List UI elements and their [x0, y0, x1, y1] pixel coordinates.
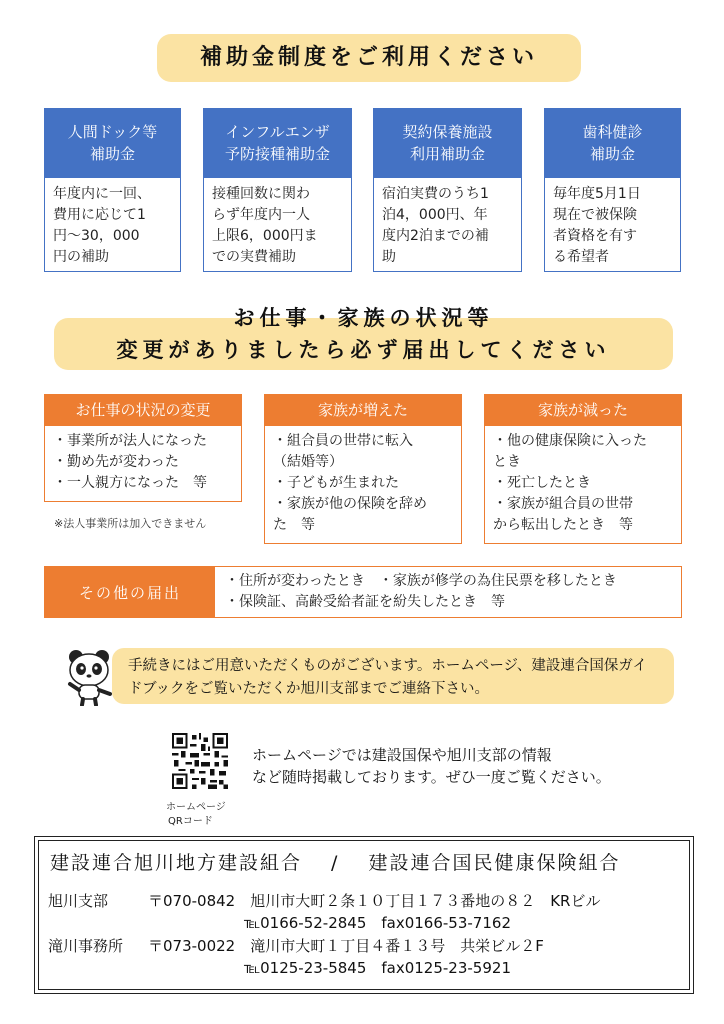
card-description: 毎年度5月1日 現在で被保険 者資格を有す る希望者 [544, 178, 681, 272]
card-title-line2: 利用補助金 [409, 145, 485, 163]
card-description: 年度内に一回、 費用に応じて1 円～30，000 円の補助 [44, 178, 181, 272]
card-title-line1: インフルエンザ [225, 123, 330, 141]
card-header [544, 108, 681, 178]
change-box-family-increase [264, 394, 462, 544]
subsidy-title: 補助金制度をご利用ください [199, 45, 538, 70]
box-description: ・他の健康保険に入った とき ・死亡したとき ・家族が組合員の世帯 から転出したとき 等 [484, 426, 682, 544]
change-title-line1: お仕事・家族の状況等 [233, 306, 494, 330]
asahikawa-branch-address: 〒070-0842 旭川市大町２条１０丁目１７３番地の８２ KRビル [148, 892, 601, 910]
other-description: ・住所が変わったとき ・家族が修学の為住民票を移したとき ・保険証、高齢受給者証を紛失したとき 等 [225, 573, 617, 610]
box-header: 家族が減った [484, 394, 682, 426]
procedure-notice [112, 648, 674, 704]
card-description: 接種回数に関わ らず年度内一人 上限6，000円ま での実費補助 [203, 178, 352, 272]
other-notifications [44, 566, 682, 618]
change-box-work [44, 394, 242, 502]
procedure-notice-text: 手続きにはご用意いただくものがございます。ホームページ、建設連合国保ガイドブックをご覧いただくか旭川支部までご連絡下さい。 [128, 658, 647, 697]
box-description: ・事業所が法人になった ・勤め先が変わった ・一人親方になった 等 [44, 426, 242, 502]
qr-label-line2: QRコード [168, 816, 213, 827]
change-box-family-decrease [484, 394, 682, 544]
takikawa-office-name: 滝川事務所 [48, 937, 124, 955]
box-header: お仕事の状況の変更 [44, 394, 242, 426]
card-title-line1: 歯科健診 [582, 123, 643, 141]
card-title-line2: 予防接種補助金 [224, 145, 330, 163]
subsidy-card-health-checkup [44, 108, 181, 272]
card-header [44, 108, 181, 178]
subsidy-card-dental [544, 108, 681, 272]
asahikawa-branch-name: 旭川支部 [48, 892, 109, 910]
qr-code-icon [172, 733, 228, 789]
homepage-info-line1: ホームページでは建設国保や旭川支部の情報 [252, 746, 552, 764]
card-header [373, 108, 522, 178]
homepage-info-line2: など随時掲載しております。ぜひ一度ご覧ください。 [252, 768, 611, 786]
qr-label-line1: ホームページ [166, 802, 226, 813]
card-title-line1: 契約保養施設 [402, 123, 493, 141]
card-title-line2: 補助金 [589, 145, 635, 163]
card-title-line1: 人間ドック等 [67, 123, 158, 141]
panda-icon [64, 648, 116, 706]
takikawa-office-tel-fax: ℡0125-23-5845 fax0125-23-5921 [244, 959, 511, 977]
takikawa-office-address: 〒073-0022 滝川市大町１丁目４番１３号 共栄ビル２F [148, 937, 544, 955]
asahikawa-branch-tel-fax: ℡0166-52-2845 fax0166-53-7162 [244, 914, 511, 932]
subsidy-card-resort-facility [373, 108, 522, 272]
work-note: ※法人事業所は加入できません [54, 517, 207, 530]
subsidy-card-flu-vaccine [203, 108, 352, 272]
card-title-line2: 補助金 [89, 145, 135, 163]
box-header: 家族が増えた [264, 394, 462, 426]
box-description: ・組合員の世帯に転入 （結婚等） ・子どもが生まれた ・家族が他の保険を辞め た 等 [264, 426, 462, 544]
card-description: 宿泊実費のうち1 泊4，000円、年 度内2泊までの補 助 [373, 178, 522, 272]
change-title-line2: 変更がありましたら必ず届出してください [116, 338, 611, 362]
footer-union-names: 建設連合旭川地方建設組合 / 建設連合国民健康保険組合 [50, 852, 621, 874]
subsidy-title-banner [157, 34, 581, 82]
card-header [203, 108, 352, 178]
other-header: その他の届出 [45, 567, 215, 617]
